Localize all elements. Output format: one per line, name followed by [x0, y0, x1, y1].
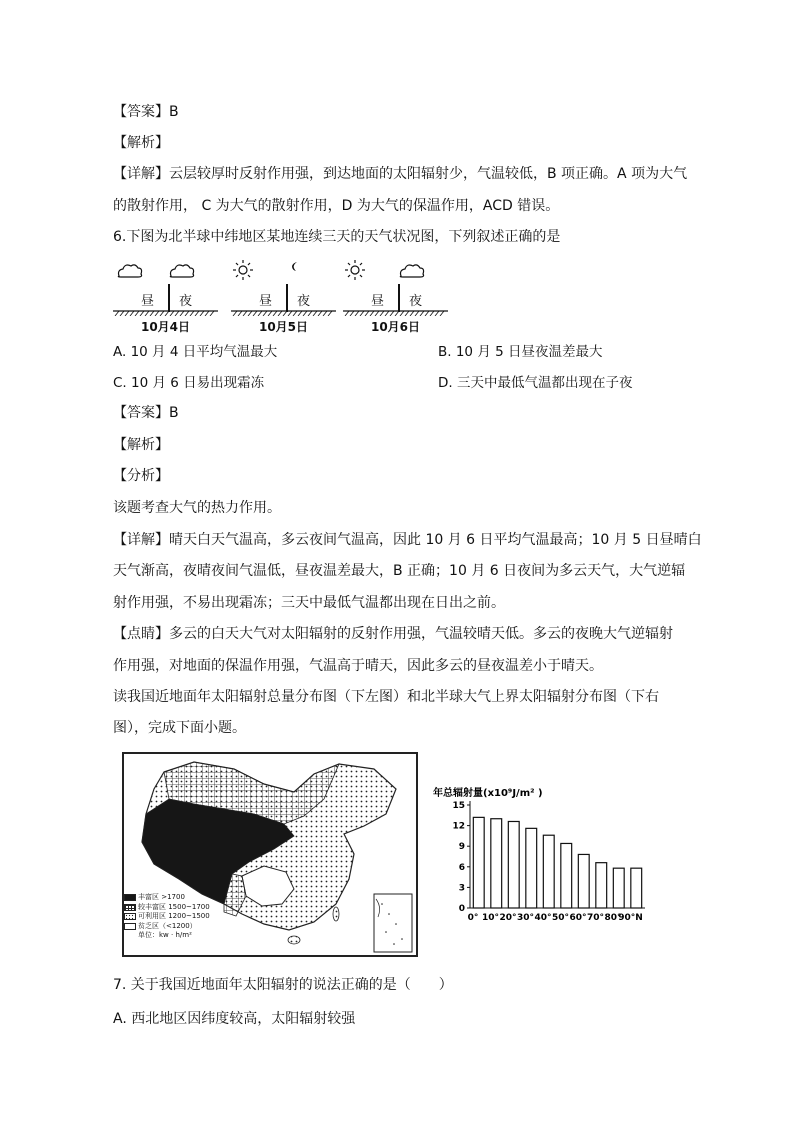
y-tick-label: 9	[458, 842, 465, 853]
x-tick-label: 50°	[551, 913, 570, 923]
bar	[473, 817, 484, 908]
read-b: 图），完成下面小题。	[113, 720, 246, 736]
chart-svg	[425, 780, 655, 930]
detail-1b: 的散射作用， C 为大气的散射作用，D 为大气的保温作用，ACD 错误。	[113, 198, 560, 214]
bar	[543, 835, 554, 908]
x-tick-label: 20°	[499, 913, 517, 923]
day-label: 昼	[371, 294, 385, 309]
legend-item: 贫乏区（<1200）	[124, 922, 210, 932]
question-7-option-a: A. 西北地区因纬度较高，太阳辐射较强	[113, 1011, 356, 1027]
night-label: 夜	[297, 294, 311, 309]
bar	[491, 819, 502, 908]
legend-item: 较丰富区 1500~1700	[124, 903, 210, 913]
x-tick-label: 40°	[534, 913, 552, 923]
option-b: B. 10 月 5 日昼夜温差最大	[438, 344, 603, 360]
fenxi-heading: 【分析】	[113, 468, 169, 484]
ground-hatch	[113, 310, 218, 316]
ground-hatch	[231, 310, 336, 316]
weather-day-2	[231, 258, 336, 338]
detail-1a: 【详解】云层较厚时反射作用强，到达地面的太阳辐射少，气温较低，B 项正确。A 项为大气	[113, 166, 688, 182]
bar	[578, 854, 589, 908]
x-tick-label: 80°	[604, 913, 622, 923]
x-tick-label: 30°	[516, 913, 535, 923]
read-a: 读我国近地面年太阳辐射总量分布图（下左图）和北半球大气上界太阳辐射分布图（下右	[113, 689, 659, 705]
answer-2: 【答案】B	[113, 405, 179, 421]
analysis-2: 【解析】	[113, 437, 169, 453]
bar	[596, 863, 607, 908]
option-c: C. 10 月 6 日易出现霜冻	[113, 375, 265, 391]
option-a: A. 10 月 4 日平均气温最大	[113, 344, 278, 360]
x-tick-label: 90°N	[618, 913, 643, 923]
date-label: 10月5日	[258, 320, 309, 334]
weather-day-1	[113, 258, 218, 338]
y-tick-label: 6	[458, 862, 465, 873]
analysis-1: 【解析】	[113, 135, 169, 151]
x-tick-label: 10°	[481, 913, 500, 923]
x-tick-label: 70°	[586, 913, 605, 923]
bar	[526, 828, 537, 908]
sun-icon	[231, 258, 336, 282]
legend-item: 可利用区 1200~1500	[124, 912, 210, 922]
date-label: 10月4日	[140, 320, 191, 334]
radiation-bar-chart	[425, 780, 655, 930]
map-unit: 单位：kw · h/m²	[138, 931, 192, 939]
detail-2b: 天气渐高，夜晴夜间气温低，昼夜温差最大，B 正确；10 月 6 日夜间为多云天气，大气逆辐	[113, 563, 686, 579]
sun-icon	[343, 258, 448, 282]
day-label: 昼	[259, 294, 273, 309]
detail-2a: 【详解】晴天白天气温高，多云夜间气温高，因此 10 月 6 日平均气温最高；10 月 5 日昼晴白	[113, 532, 702, 548]
detail-2c: 射作用强，不易出现霜冻；三天中最低气温都出现在日出之前。	[113, 595, 505, 611]
y-axis-title: 年总辐射量(x10⁹J/m² )	[433, 788, 543, 799]
answer-1: 【答案】B	[113, 104, 179, 120]
cloud-icon	[113, 258, 218, 282]
weather-day-3	[343, 258, 448, 338]
bar	[631, 868, 642, 908]
bar	[613, 868, 624, 908]
y-tick-label: 15	[452, 801, 465, 811]
question-7: 7. 关于我国近地面年太阳辐射的说法正确的是（ ）	[113, 977, 453, 993]
night-label: 夜	[409, 294, 423, 309]
fenxi-text: 该题考查大气的热力作用。	[113, 500, 281, 516]
dianjing-b: 作用强，对地面的保温作用强，气温高于晴天，因此多云的昼夜温差小于晴天。	[113, 658, 603, 674]
map-legend	[124, 893, 210, 941]
day-label: 昼	[141, 294, 155, 309]
y-tick-label: 3	[458, 883, 465, 894]
ground-hatch	[343, 310, 448, 316]
y-tick-label: 12	[452, 821, 465, 832]
x-tick-label: 60°	[569, 913, 587, 923]
option-d: D. 三天中最低气温都出现在子夜	[438, 375, 633, 391]
x-tick-label: 0°	[467, 913, 479, 923]
night-label: 夜	[179, 294, 193, 309]
y-tick-label: 0	[458, 904, 465, 914]
question-6: 6.下图为北半球中纬地区某地连续三天的天气状况图，下列叙述正确的是	[113, 229, 561, 245]
weather-diagram	[113, 258, 453, 338]
date-label: 10月6日	[370, 320, 421, 334]
bar	[508, 821, 519, 908]
legend-item: 丰富区 >1700	[124, 893, 210, 903]
bar	[561, 843, 572, 908]
dianjing-a: 【点睛】多云的白天大气对太阳辐射的反射作用强，气温较晴天低。多云的夜晚大气逆辐射	[113, 626, 673, 642]
